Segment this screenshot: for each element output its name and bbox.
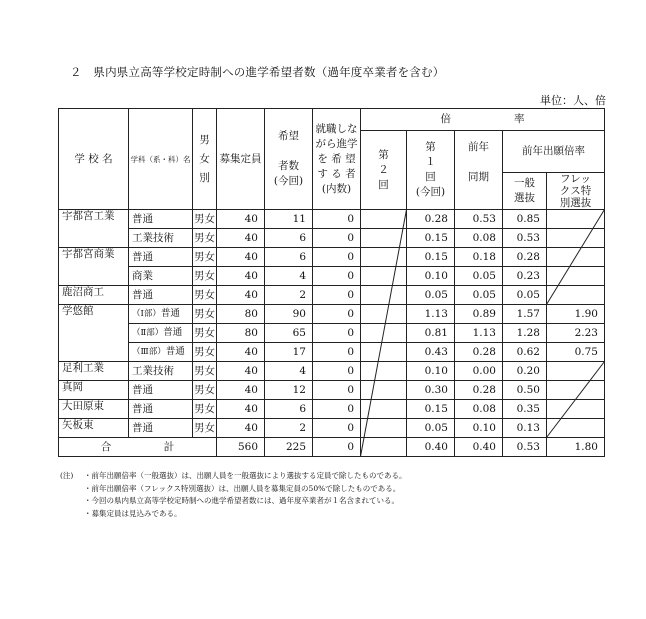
school-name: 矢板東: [59, 419, 129, 438]
applicants-cell: 90: [265, 305, 313, 324]
gender-cell: 男女: [193, 362, 217, 381]
first-round-cell: 0.10: [407, 362, 455, 381]
school-name: 宇都宮工業: [59, 210, 129, 248]
applicants-cell: 4: [265, 267, 313, 286]
note-4: ・募集定員は見込みである。: [84, 508, 182, 518]
prev-same-cell: 0.08: [455, 400, 503, 419]
total-label: 合 計: [59, 438, 217, 457]
employed-cell: 0: [313, 210, 361, 229]
capacity-cell: 40: [217, 343, 265, 362]
applicants-cell: 12: [265, 381, 313, 400]
employed-cell: 0: [313, 381, 361, 400]
first-round-cell: 0.81: [407, 324, 455, 343]
table-row: [59, 343, 605, 362]
table-row: [59, 305, 605, 324]
capacity-cell: 40: [217, 210, 265, 229]
school-name: 大田原東: [59, 400, 129, 419]
gender-cell: 男女: [193, 267, 217, 286]
first-round-cell: 0.28: [407, 210, 455, 229]
table-row: [59, 400, 605, 419]
applicants-cell: 6: [265, 229, 313, 248]
total-first: 0.40: [407, 438, 455, 457]
capacity-cell: 40: [217, 419, 265, 438]
applicants-cell: 6: [265, 400, 313, 419]
second-round-cell: [361, 381, 407, 400]
subject-name: 商業: [129, 267, 193, 286]
applicants-cell: 65: [265, 324, 313, 343]
first-round-cell: 0.30: [407, 381, 455, 400]
school-name: 鹿沼商工: [59, 286, 129, 305]
header-subject: 学科（系・科）名: [129, 109, 193, 210]
header-first: 第 １ 回 (今回): [407, 131, 455, 210]
header-ratio: 倍 率: [361, 109, 605, 131]
table-row: [59, 362, 605, 381]
general-ratio-cell: 0.53: [503, 229, 547, 248]
flex-ratio-cell: 1.90: [547, 305, 605, 324]
prev-same-cell: 0.08: [455, 229, 503, 248]
flex-ratio-cell: [547, 419, 605, 438]
prev-same-cell: 0.00: [455, 362, 503, 381]
first-round-cell: 0.15: [407, 400, 455, 419]
capacity-cell: 40: [217, 286, 265, 305]
total-prev-same: 0.40: [455, 438, 503, 457]
note-1: ・前年出願倍率（一般選抜）は、出願人員を一般選抜により選抜する定員で除したものである。: [84, 471, 407, 480]
header-flex: フレッ クス特 別選抜: [547, 173, 605, 210]
employed-cell: 0: [313, 400, 361, 419]
second-round-cell: [361, 286, 407, 305]
second-round-cell: [361, 248, 407, 267]
school-name: 学悠館: [59, 305, 129, 362]
flex-ratio-cell: [547, 267, 605, 286]
subject-name: 普通: [129, 419, 193, 438]
flex-ratio-cell: [547, 286, 605, 305]
general-ratio-cell: 0.62: [503, 343, 547, 362]
first-round-cell: 0.05: [407, 286, 455, 305]
second-round-cell: [361, 305, 407, 324]
flex-ratio-cell: [547, 400, 605, 419]
prev-same-cell: 0.28: [455, 343, 503, 362]
general-ratio-cell: 0.28: [503, 248, 547, 267]
applicants-cell: 4: [265, 362, 313, 381]
school-name: 真岡: [59, 381, 129, 400]
capacity-cell: 40: [217, 362, 265, 381]
applicants-cell: 2: [265, 286, 313, 305]
prev-same-cell: 0.10: [455, 419, 503, 438]
total-applicants: 225: [265, 438, 313, 457]
general-ratio-cell: 0.13: [503, 419, 547, 438]
header-capacity: 募集定員: [217, 109, 265, 210]
employed-cell: 0: [313, 248, 361, 267]
employed-cell: 0: [313, 286, 361, 305]
employed-cell: 0: [313, 419, 361, 438]
gender-cell: 男女: [193, 324, 217, 343]
second-round-cell: [361, 324, 407, 343]
total-second-round: [361, 438, 407, 457]
subject-name: （Ⅱ部）普通: [129, 324, 193, 343]
header-applicants: 希望 者数 (今回): [265, 109, 313, 210]
capacity-cell: 40: [217, 400, 265, 419]
subject-name: 普通: [129, 381, 193, 400]
first-round-cell: 0.15: [407, 248, 455, 267]
general-ratio-cell: 1.28: [503, 324, 547, 343]
gender-cell: 男女: [193, 248, 217, 267]
second-round-cell: [361, 210, 407, 229]
subject-name: 普通: [129, 286, 193, 305]
general-ratio-cell: 0.85: [503, 210, 547, 229]
employed-cell: 0: [313, 305, 361, 324]
general-ratio-cell: 0.50: [503, 381, 547, 400]
notes: (注) ・前年出願倍率（一般選抜）は、出願人員を一般選抜により選抜する定員で除したものである。 ・前年出願倍率（フレックス特別選抜）は、出願人員を募集定員の50%で除したものである。 ・今回の県内県立高等学校定時制への進学希望者数には、過年度卒業者が１名含まれている。 ・募集定員は見込みである。: [60, 471, 407, 518]
first-round-cell: 0.10: [407, 267, 455, 286]
capacity-cell: 40: [217, 229, 265, 248]
subject-name: 普通: [129, 248, 193, 267]
table-row: [59, 229, 605, 248]
header-gender: 男 女 別: [193, 109, 217, 210]
flex-ratio-cell: 0.75: [547, 343, 605, 362]
second-round-cell: [361, 229, 407, 248]
capacity-cell: 40: [217, 267, 265, 286]
prev-same-cell: 0.89: [455, 305, 503, 324]
applicants-cell: 2: [265, 419, 313, 438]
gender-cell: 男女: [193, 400, 217, 419]
gender-cell: 男女: [193, 229, 217, 248]
prev-same-cell: 0.28: [455, 381, 503, 400]
second-round-cell: [361, 400, 407, 419]
table-row: [59, 381, 605, 400]
prev-same-cell: 0.18: [455, 248, 503, 267]
applicants-cell: 11: [265, 210, 313, 229]
application-table: [58, 108, 605, 457]
subject-name: （Ⅰ部）普通: [129, 305, 193, 324]
first-round-cell: 0.15: [407, 229, 455, 248]
first-round-cell: 0.05: [407, 419, 455, 438]
general-ratio-cell: 1.57: [503, 305, 547, 324]
second-round-cell: [361, 362, 407, 381]
table-row: [59, 286, 605, 305]
capacity-cell: 80: [217, 324, 265, 343]
subject-name: 工業技術: [129, 229, 193, 248]
table-row: [59, 324, 605, 343]
total-capacity: 560: [217, 438, 265, 457]
school-name: 宇都宮商業: [59, 248, 129, 286]
total-flex: 1.80: [547, 438, 605, 457]
school-name: 足利工業: [59, 362, 129, 381]
header-employed: 就職しな がら進学 を 希 望 す る 者 (内数): [313, 109, 361, 210]
second-round-cell: [361, 267, 407, 286]
gender-cell: 男女: [193, 305, 217, 324]
first-round-cell: 1.13: [407, 305, 455, 324]
flex-ratio-cell: [547, 381, 605, 400]
subject-name: 普通: [129, 400, 193, 419]
subject-name: 普通: [129, 210, 193, 229]
second-round-cell: [361, 419, 407, 438]
flex-ratio-cell: 2.23: [547, 324, 605, 343]
applicants-cell: 6: [265, 248, 313, 267]
gender-cell: 男女: [193, 381, 217, 400]
table-row: [59, 267, 605, 286]
header-prev-final: 前年出願倍率: [503, 131, 605, 173]
general-ratio-cell: 0.35: [503, 400, 547, 419]
header-prev-same: 前年 同期: [455, 131, 503, 210]
note-2: ・前年出願倍率（フレックス特別選抜）は、出願人員を募集定員の50%で除したものである。: [84, 483, 401, 493]
prev-same-cell: 0.05: [455, 267, 503, 286]
total-general: 0.53: [503, 438, 547, 457]
unit-label: 単位：人、倍: [540, 94, 606, 107]
total-employed: 0: [313, 438, 361, 457]
capacity-cell: 40: [217, 381, 265, 400]
capacity-cell: 80: [217, 305, 265, 324]
header-school: 学 校 名: [59, 109, 129, 210]
employed-cell: 0: [313, 324, 361, 343]
employed-cell: 0: [313, 267, 361, 286]
general-ratio-cell: 0.05: [503, 286, 547, 305]
prev-same-cell: 0.05: [455, 286, 503, 305]
gender-cell: 男女: [193, 419, 217, 438]
flex-ratio-cell: [547, 248, 605, 267]
employed-cell: 0: [313, 343, 361, 362]
second-round-cell: [361, 343, 407, 362]
prev-same-cell: 0.53: [455, 210, 503, 229]
employed-cell: 0: [313, 362, 361, 381]
header-general: 一般 選抜: [503, 173, 547, 210]
header-second: 第 ２ 回: [361, 131, 407, 210]
general-ratio-cell: 0.20: [503, 362, 547, 381]
flex-ratio-cell: [547, 229, 605, 248]
general-ratio-cell: 0.23: [503, 267, 547, 286]
employed-cell: 0: [313, 229, 361, 248]
table-row: [59, 248, 605, 267]
flex-ratio-cell: [547, 210, 605, 229]
table-row: [59, 210, 605, 229]
capacity-cell: 40: [217, 248, 265, 267]
gender-cell: 男女: [193, 286, 217, 305]
page-title: ２ 県内県立高等学校定時制への進学希望者数（過年度卒業者を含む）: [70, 65, 445, 79]
gender-cell: 男女: [193, 210, 217, 229]
applicants-cell: 17: [265, 343, 313, 362]
note-3: ・今回の県内県立高等学校定時制への進学希望者数には、過年度卒業者が１名含まれている。: [84, 496, 399, 505]
subject-name: 工業技術: [129, 362, 193, 381]
table-row: [59, 419, 605, 438]
flex-ratio-cell: [547, 362, 605, 381]
prev-same-cell: 1.13: [455, 324, 503, 343]
total-row: [59, 438, 605, 457]
gender-cell: 男女: [193, 343, 217, 362]
first-round-cell: 0.43: [407, 343, 455, 362]
subject-name: （Ⅲ部）普通: [129, 343, 193, 362]
